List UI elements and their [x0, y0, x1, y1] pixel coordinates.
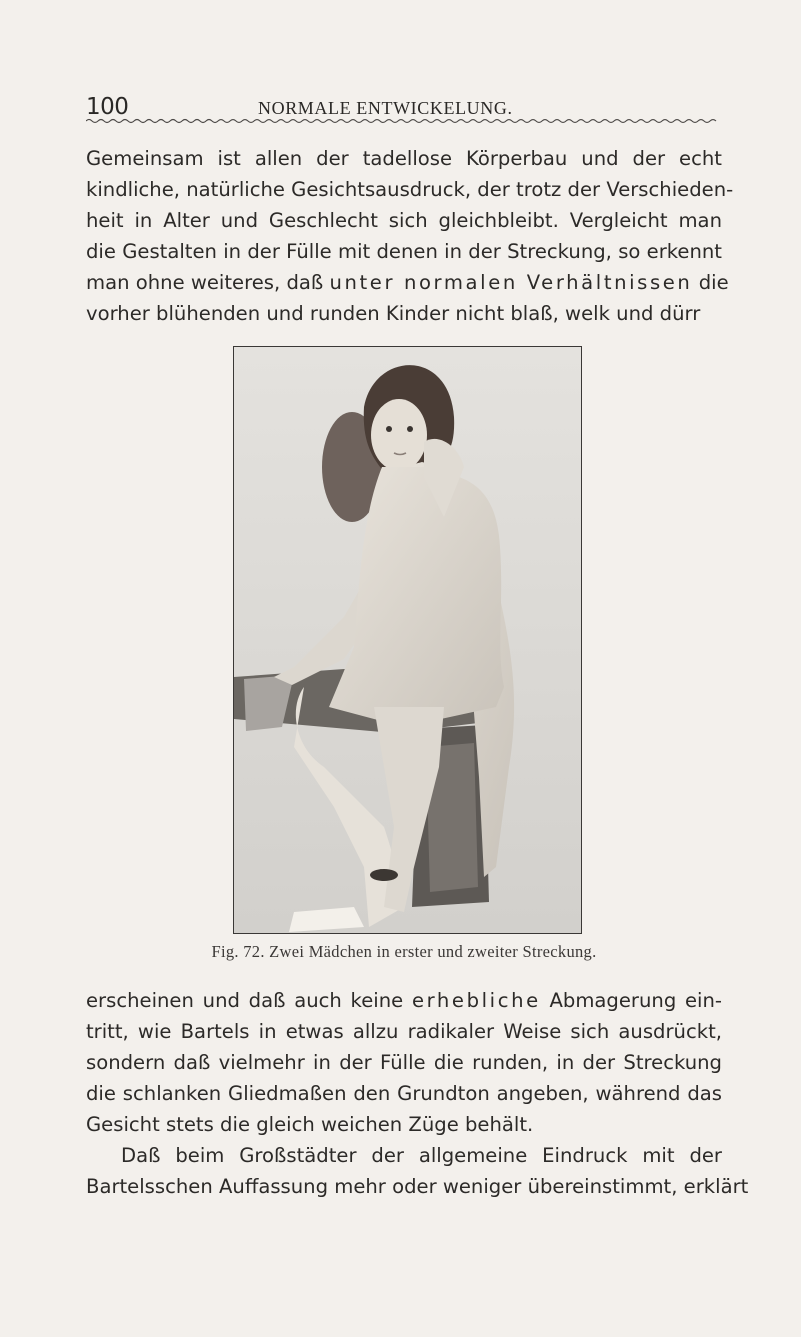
text-line	[86, 267, 729, 298]
figure-caption: Fig. 72. Zwei Mädchen in erster und zweiter Streckung.	[211, 942, 597, 961]
text-segment: erscheinen und daß auch keine	[86, 989, 404, 1012]
text-line: vorher blühenden und runden Kinder nicht blaß, welk und dürr	[86, 302, 701, 325]
paragraph-1	[86, 143, 734, 329]
text-line: die Gestalten in der Fülle mit denen in der Streckung, so erkennt	[86, 240, 722, 263]
text-line: sondern daß vielmehr in der Fülle die runden, in der Streckung	[86, 1051, 722, 1074]
text-line: Gemeinsam ist allen der tadellose Körperbau und der echt	[86, 147, 722, 170]
text-segment: man ohne weiteres, daß	[86, 271, 324, 294]
text-segment: die	[698, 271, 729, 294]
page-number: 100	[86, 94, 129, 120]
page-header	[86, 92, 722, 132]
photograph-two-girls	[234, 347, 581, 933]
figure-photograph	[233, 346, 582, 934]
running-head: NORMALE ENTWICKELUNG.	[258, 98, 513, 118]
text-line: Bartelsschen Auffassung mehr oder weniger übereinstimmt, erklärt	[86, 1175, 749, 1198]
ornamental-rule	[86, 116, 722, 126]
text-line: heit in Alter und Geschlecht sich gleichbleibt. Vergleicht man	[86, 209, 722, 232]
text-line	[86, 985, 722, 1016]
text-line: Gesicht stets die gleich weichen Züge behält.	[86, 1113, 534, 1136]
text-line: die schlanken Gliedmaßen den Grundton angeben, während das	[86, 1082, 722, 1105]
spaced-emphasis: erhebliche	[411, 989, 541, 1012]
text-segment: Abmagerung ein-	[549, 989, 722, 1012]
paragraph-2	[86, 985, 749, 1202]
spaced-emphasis: unter normalen Verhältnissen	[329, 271, 693, 294]
text-line: Daß beim Großstädter der allgemeine Eindruck mit der	[121, 1144, 722, 1167]
text-line: kindliche, natürliche Gesichtsausdruck, der trotz der Verschieden-	[86, 178, 734, 201]
text-line: tritt, wie Bartels in etwas allzu radikaler Weise sich ausdrückt,	[86, 1020, 722, 1043]
